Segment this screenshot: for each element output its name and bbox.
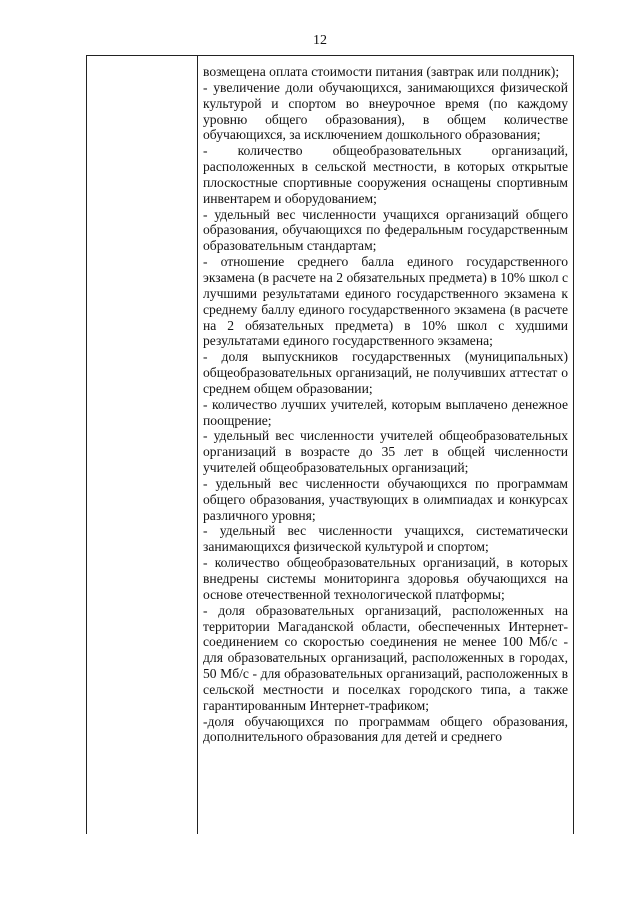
- page-number: 12: [313, 33, 327, 48]
- paragraph: - удельный вес численности учителей общеобразовательных организаций в возрасте до 35 лет в общей численности учителей общеобразовательных организаций;: [203, 428, 568, 476]
- paragraph: - отношение среднего балла единого государственного экзамена (в расчете на 2 обязательных предмета) в 10% школ с лучшими результатами единого государственного экзамена к среднему баллу единого государственного экзамена (в расчете на 2 обязательных предмета) в 10% школ с худшими результатами единого государственного экзамена;: [203, 254, 568, 349]
- paragraph: - доля образовательных организаций, расположенных на территории Магаданской области, обеспеченных Интернет-соединением со скоростью соединения не менее 100 Мб/с - для образовательных организаций, расположенных в городах, 50 Мб/с - для образовательных организаций, расположенных в сельской местности и поселках городского типа, а также гарантированным Интернет-трафиком;: [203, 602, 568, 713]
- paragraph: возмещена оплата стоимости питания (завтрак или полдник);: [203, 64, 560, 79]
- paragraph: - удельный вес численности учащихся организаций общего образования, обучающихся по федеральным государственным образовательным стандартам;: [203, 206, 568, 254]
- paragraph: - доля выпускников государственных (муниципальных) общеобразовательных организаций, не получивших аттестат о среднем общем образовании;: [203, 349, 568, 396]
- paragraph: - удельный вес численности учащихся, систематически занимающихся физической культурой и спортом;: [203, 523, 568, 555]
- paragraph: -доля обучающихся по программам общего образования, дополнительного образования для детей и среднего: [203, 713, 568, 745]
- paragraph: - количество лучших учителей, которым выплачено денежное поощрение;: [203, 396, 568, 428]
- column-divider: [197, 56, 198, 834]
- paragraph: - количество общеобразовательных организаций, в которых внедрены системы мониторинга здоровья обучающихся на основе отечественной технологической платформы;: [203, 555, 568, 602]
- paragraph: - количество общеобразовательных организаций, расположенных в сельской местности, в которых открытые плоскостные спортивные сооружения оснащены спортивным инвентарем и оборудованием;: [203, 143, 568, 206]
- table: [86, 55, 574, 834]
- paragraph: - удельный вес численности обучающихся по программам общего образования, участвующих в олимпиадах и конкурсах различного уровня;: [203, 475, 568, 523]
- paragraph: - увеличение доли обучающихся, занимающихся физической культурой и спортом во внеурочное время (по каждому уровню общего образования), в общем количестве обучающихся, за исключением дошкольного образования;: [203, 79, 568, 143]
- table-cell-text: [203, 64, 568, 745]
